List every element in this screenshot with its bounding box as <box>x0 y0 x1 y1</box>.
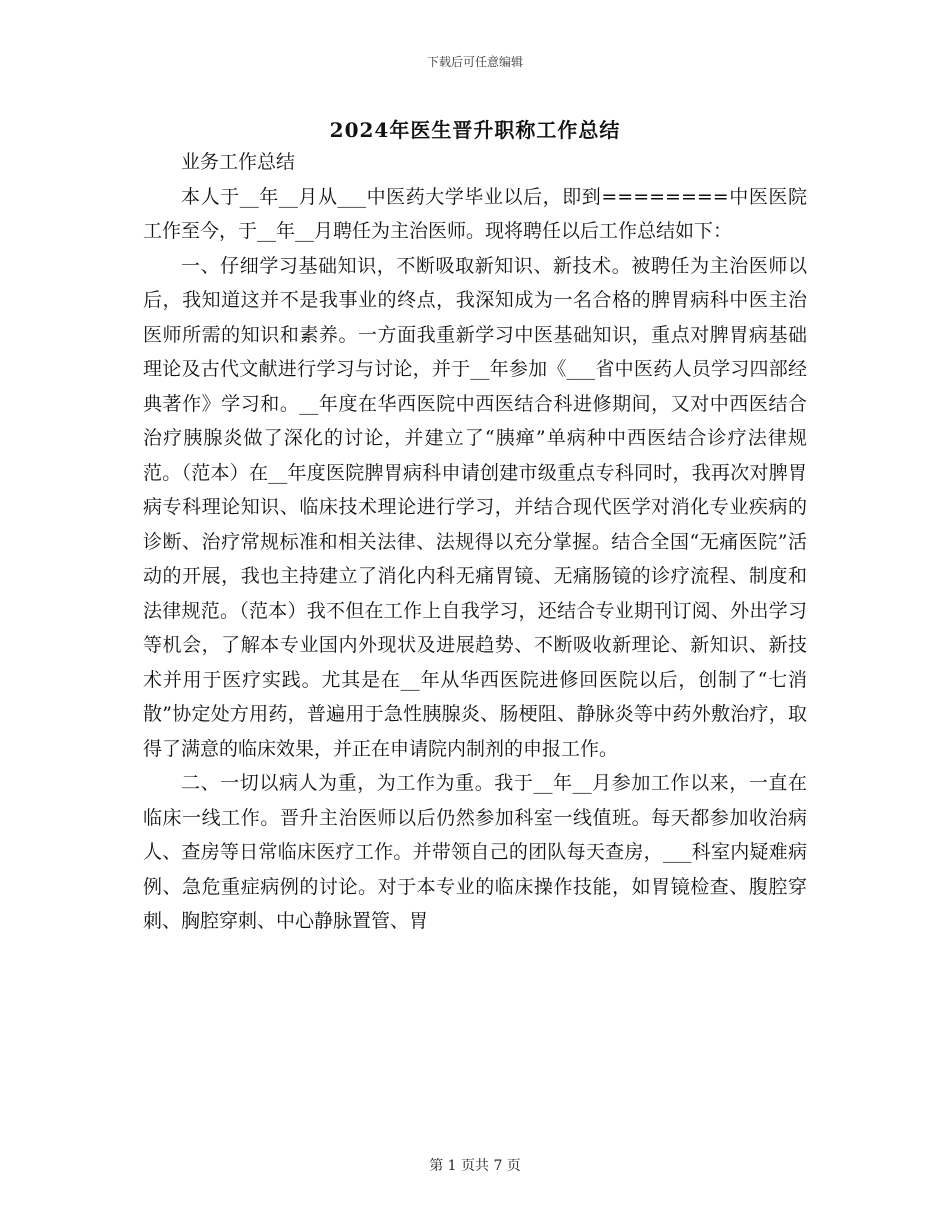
paragraph-section-2: 二、一切以病人为重，为工作为重。我于__年__月参加工作以来，一直在临床一线工作。晋升主治医师以后仍然参加科室一线值班。每天都参加收治病人、查房等日常临床医疗工作。并带领自己的团队每天查房，___科室内疑难病例、急危重症病例的讨论。对于本专业的临床操作技能，如胃镜检查、腹腔穿刺、胸腔穿刺、中心静脉置管、胃 <box>143 772 807 932</box>
paragraph-section-1: 一、仔细学习基础知识，不断吸取新知识、新技术。被聘任为主治医师以后，我知道这并不是我事业的终点，我深知成为一名合格的脾胃病科中医主治医师所需的知识和素养。一方面我重新学习中医基础知识，重点对脾胃病基础理论及古代文献进行学习与讨论，并于__年参加《___省中医药人员学习四部经典著作》学习和。__年度在华西医院中西医结合科进修期间，又对中西医结合治疗胰腺炎做了深化的讨论，并建立了“胰瘅”单病种中西医结合诊疗法律规范。（范本）在__年度医院脾胃病科申请创建市级重点专科同时，我再次对脾胃病专科理论知识、临床技术理论进行学习，并结合现代医学对消化专业疾病的诊断、治疗常规标准和相关法律、法规得以充分掌握。结合全国“无痛医院”活动的开展，我也主持建立了消化内科无痛胃镜、无痛肠镜的诊疗流程、制度和法律规范。（范本）我不但在工作上自我学习，还结合专业期刊订阅、外出学习等机会，了解本专业国内外现状及进展趋势、不断吸收新理论、新知识、新技术并用于医疗实践。尤其是在__年从华西医院进修回医院以后，创制了“七消散”协定处方用药，普遍用于急性胰腺炎、肠梗阻、静脉炎等中药外敷治疗，取得了满意的临床效果，并正在申请院内制剂的申报工作。 <box>143 254 807 760</box>
document-title: 2024年医生晋升职称工作总结 <box>329 118 621 142</box>
paragraph-intro: 本人于__年__月从___中医药大学毕业以后，即到========中医医院工作至今，于__年__月聘任为主治医师。现将聘任以后工作总结如下： <box>143 185 807 242</box>
document-body <box>143 145 807 939</box>
paragraph-subtitle: 业务工作总结 <box>181 151 296 173</box>
header-note: 下载后可任意编辑 <box>426 55 523 69</box>
page-footer: 第 1 页共 7 页 <box>429 1158 521 1174</box>
